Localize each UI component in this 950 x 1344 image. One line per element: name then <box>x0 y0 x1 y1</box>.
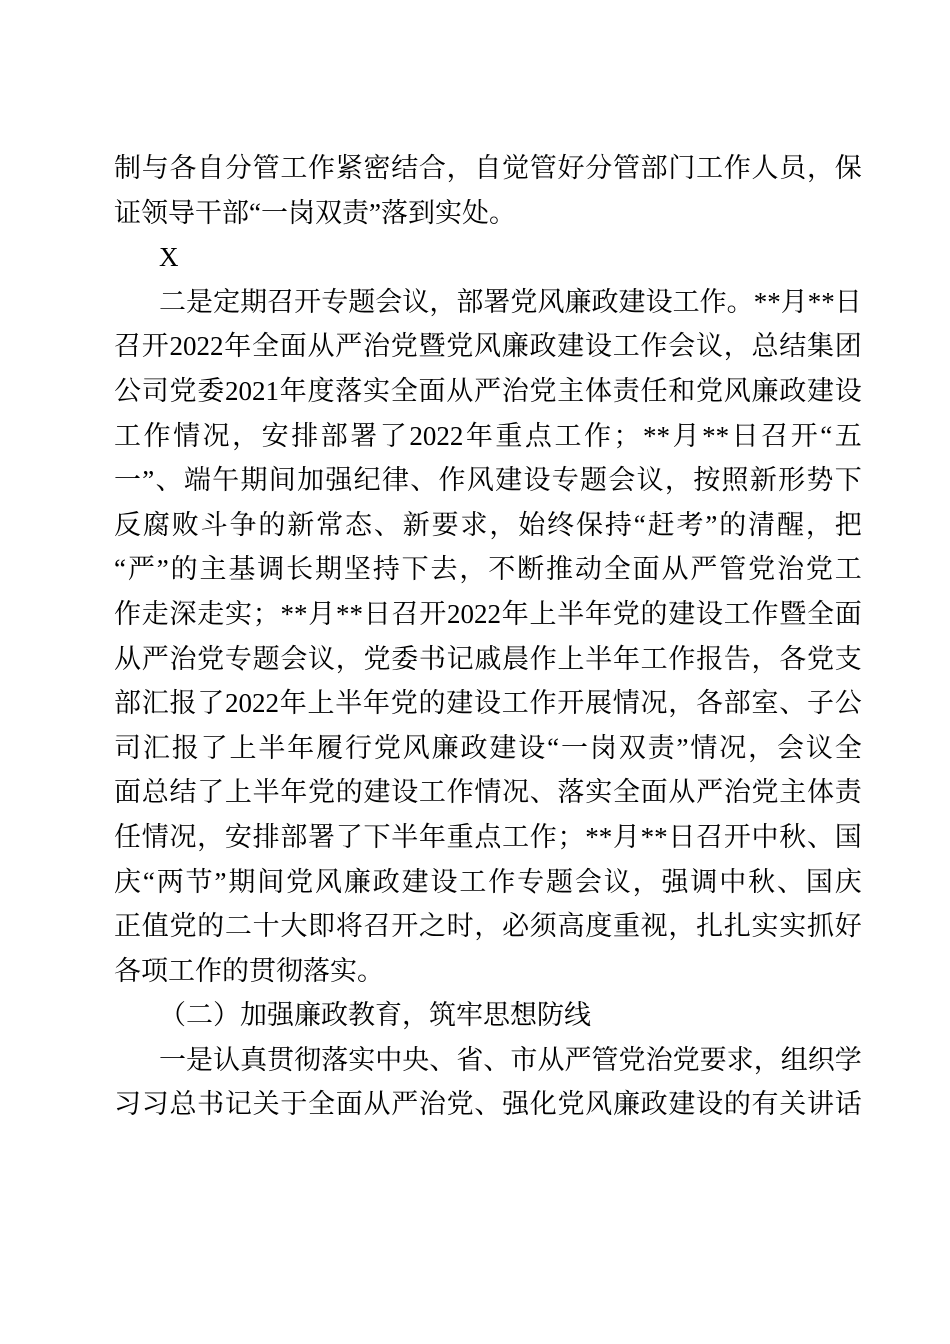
text-line: 一 是 认 真 贯 彻 落 实 中 央 、 省 、 市 从 严 管 党 治 党 要 求 ， 组 织 学 <box>159 1044 862 1075</box>
text-line: 部 汇 报 了 2022 年 上 半 年 党 的 建 设 工 作 开 展 情 况 ， 各 部 室 、 子 公 <box>114 688 862 719</box>
text-line: 司 汇 报 了 上 半 年 履 行 党 风 廉 政 建 设 “ 一 岗 双 责 ” 情 况 ， 会 议 全 <box>114 732 862 763</box>
text-line: 一 ” 、 端 午 期 间 加 强 纪 律 、 作 风 建 设 专 题 会 议 ， 按 照 新 形 势 下 <box>114 465 862 496</box>
text-line: “ 严 ” 的 主 基 调 长 期 坚 持 下 去 ， 不 断 推 动 全 面 从 严 管 党 治 党 工 <box>114 554 862 585</box>
text-line: 任 情 况 ， 安 排 部 署 了 下 半 年 重 点 工 作 ； ** 月 ** 日 召 开 中 秋 、 国 <box>114 821 862 852</box>
text-line: 证领导干部“一岗双责”落到实处。 <box>114 197 516 228</box>
text-line: 正 值 党 的 二 十 大 即 将 召 开 之 时 ， 必 须 高 度 重 视 ， 扎 扎 实 实 抓 好 <box>114 911 862 942</box>
text-line: 公 司 党 委 2021 年 度 落 实 全 面 从 严 治 党 主 体 责 任 和 党 风 廉 政 建 设 <box>114 375 862 406</box>
page-body <box>114 146 862 1127</box>
text-line: 各项工作的贯彻落实。 <box>114 955 384 986</box>
text-line: 二 是 定 期 召 开 专 题 会 议 ， 部 署 党 风 廉 政 建 设 工 作 。 ** 月 ** 日 <box>159 286 862 317</box>
text-line: 庆 “ 两 节 ” 期 间 党 风 廉 政 建 设 工 作 专 题 会 议 ， 强 调 中 秋 、 国 庆 <box>114 866 862 897</box>
text-line: X <box>159 242 179 273</box>
text-line: 面 总 结 了 上 半 年 党 的 建 设 工 作 情 况 、 落 实 全 面 从 严 治 党 主 体 责 <box>114 777 862 808</box>
text-line: 从 严 治 党 专 题 会 议 ， 党 委 书 记 戚 晨 作 上 半 年 工 作 报 告 ， 各 党 支 <box>114 643 862 674</box>
text-line: 制 与 各 自 分 管 工 作 紧 密 结 合 ， 自 觉 管 好 分 管 部 门 工 作 人 员 ， 保 <box>114 153 862 183</box>
text-line: 召 开 2022 年 全 面 从 严 治 党 暨 党 风 廉 政 建 设 工 作 会 议 ， 总 结 集 团 <box>114 331 862 362</box>
text-line: 工 作 情 况 ， 安 排 部 署 了 2022 年 重 点 工 作 ； ** 月 ** 日 召 开 “ 五 <box>114 420 862 451</box>
text-line: （二）加强廉政教育，筑牢思想防线 <box>159 1000 591 1031</box>
text-line: 作 走 深 走 实 ； ** 月 ** 日 召 开 2022 年 上 半 年 党 的 建 设 工 作 暨 全 面 <box>114 598 862 629</box>
text-line: 习 习 总 书 记 关 于 全 面 从 严 治 党 、 强 化 党 风 廉 政 建 设 的 有 关 讲 话 <box>114 1089 862 1120</box>
text-line: 反 腐 败 斗 争 的 新 常 态 、 新 要 求 ， 始 终 保 持 “ 赶 考 ” 的 清 醒 ， 把 <box>114 509 862 540</box>
